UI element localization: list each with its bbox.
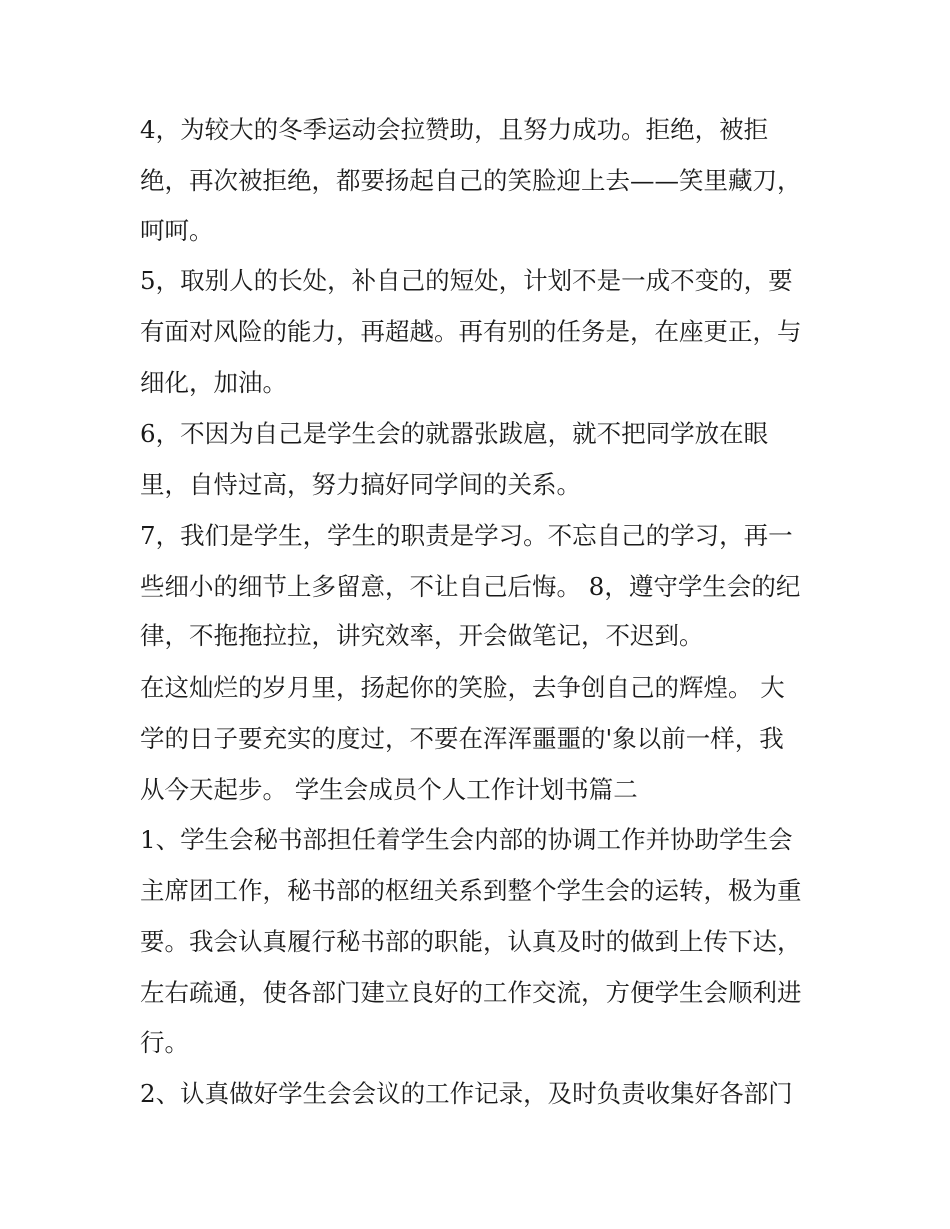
- text-line: 里，自恃过高，努力搞好同学间的关系。: [140, 470, 581, 499]
- text-line: 主席团工作，秘书部的枢纽关系到整个学生会的运转，极为重: [140, 876, 802, 905]
- text-line: 1、学生会秘书部担任着学生会内部的协调工作并协助学生会: [140, 825, 793, 854]
- text-line: 行。: [140, 1028, 189, 1057]
- text-line: 律，不拖拖拉拉，讲究效率，开会做笔记，不迟到。: [140, 621, 704, 650]
- text-line: 些细小的细节上多留意，不让自己后悔。 8，遵守学生会的纪: [140, 572, 801, 601]
- text-line: 7，我们是学生，学生的职责是学习。不忘自己的学习，再一: [140, 521, 793, 550]
- text-line: 呵呵。: [140, 216, 214, 245]
- text-line: 绝，再次被拒绝，都要扬起自己的笑脸迎上去——笑里藏刀，: [140, 166, 802, 195]
- text-line: 6，不因为自己是学生会的就嚣张跋扈，就不把同学放在眼: [140, 419, 769, 448]
- text-line: 在这灿烂的岁月里，扬起你的笑脸，去争创自己的辉煌。 大: [140, 673, 785, 702]
- text-line: 5，取别人的长处，补自己的短处，计划不是一成不变的，要: [140, 266, 793, 295]
- text-line: 有面对风险的能力，再超越。再有别的任务是，在座更正，与: [140, 317, 802, 346]
- text-line: 2、认真做好学生会会议的工作记录，及时负责收集好各部门: [140, 1079, 793, 1108]
- text-line: 学的日子要充实的度过，不要在浑浑噩噩的'象以前一样，我: [140, 724, 784, 753]
- text-line: 细化，加油。: [140, 368, 287, 397]
- text-line: 左右疏通，使各部门建立良好的工作交流，方便学生会顺利进: [140, 978, 802, 1007]
- text-line: 4，为较大的冬季运动会拉赞助，且努力成功。拒绝，被拒: [140, 115, 769, 144]
- text-line: 要。我会认真履行秘书部的职能，认真及时的做到上传下达，: [140, 927, 802, 956]
- text-line: 从今天起步。 学生会成员个人工作计划书篇二: [140, 775, 638, 804]
